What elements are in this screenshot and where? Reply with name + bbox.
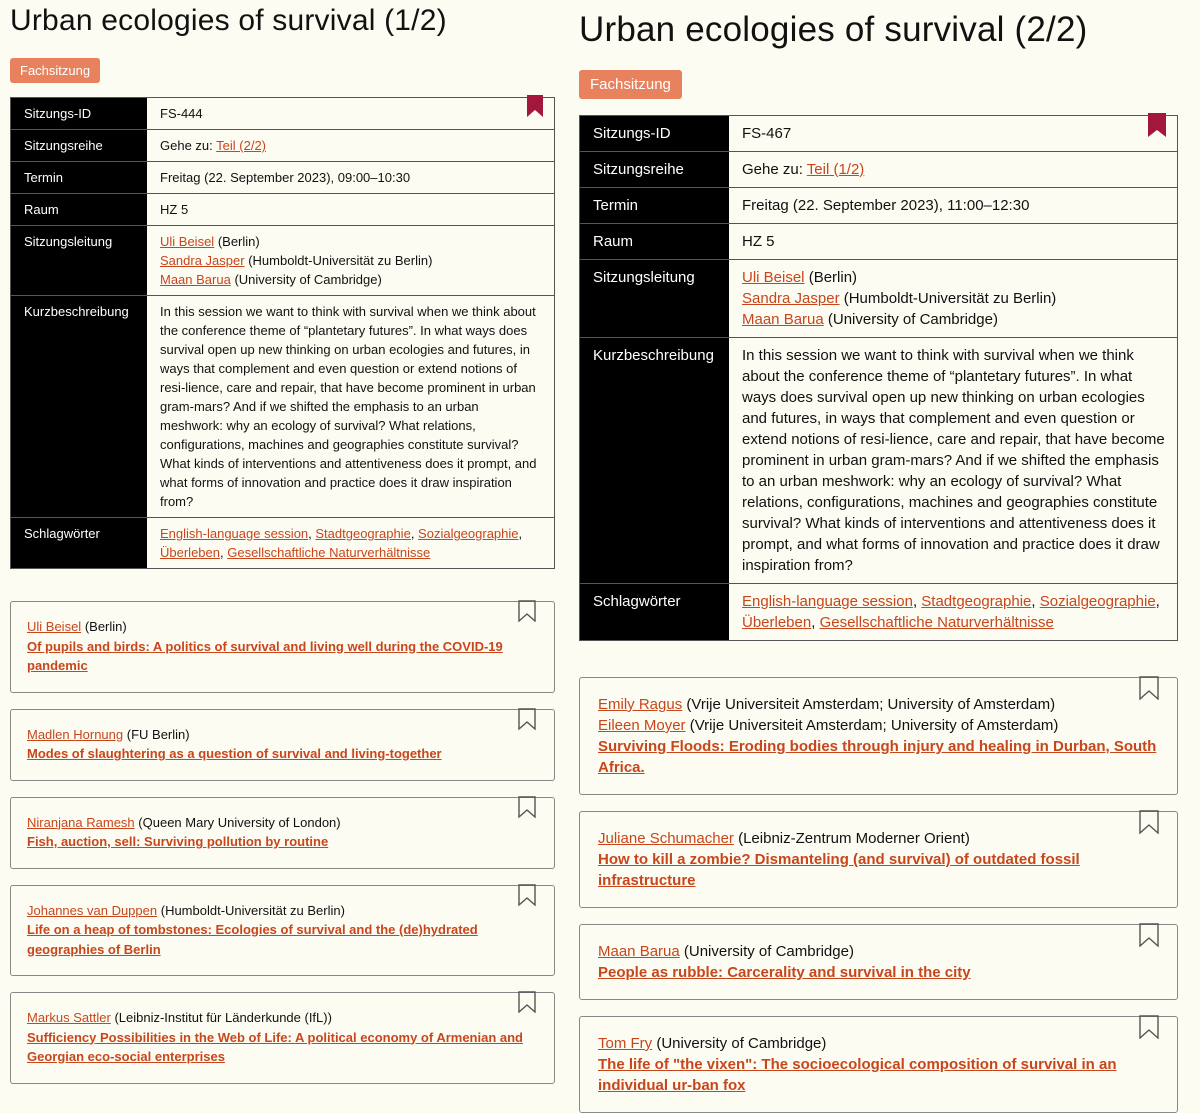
keyword-link[interactable]: Gesellschaftliche Naturverhältnisse	[227, 545, 431, 560]
paper-title-link[interactable]: Fish, auction, sell: Surviving pollution by routine	[27, 834, 329, 849]
label-chairs: Sitzungsleitung	[11, 226, 148, 296]
bookmark-outline-icon[interactable]	[518, 796, 536, 818]
bookmark-outline-icon[interactable]	[1139, 1015, 1159, 1039]
paper-author: Eileen Moyer (Vrije Universiteit Amsterdam; University of Amsterdam)	[598, 717, 1059, 734]
session-series-value: Gehe zu: Teil (1/2)	[729, 152, 1178, 188]
session-column-1	[10, 0, 555, 1084]
keyword-link[interactable]: Sozialgeographie	[418, 526, 519, 541]
chair-name-link[interactable]: Uli Beisel	[742, 269, 805, 286]
author-link[interactable]: Tom Fry	[598, 1035, 653, 1052]
bookmark-outline-icon[interactable]	[518, 708, 536, 730]
label-description: Kurzbeschreibung	[11, 296, 148, 518]
label-keywords: Schlagwörter	[11, 518, 148, 569]
paper-author: Maan Barua (University of Cambridge)	[598, 943, 854, 960]
chair-name-link[interactable]: Maan Barua	[742, 311, 824, 328]
bookmark-filled-icon[interactable]	[1148, 113, 1166, 137]
paper-card	[10, 709, 555, 781]
chair-entry: Maan Barua (University of Cambridge)	[160, 272, 382, 287]
series-part-link[interactable]: Teil (1/2)	[806, 161, 865, 178]
keyword-link[interactable]: Gesellschaftliche Naturverhältnisse	[819, 614, 1054, 631]
chair-entry: Uli Beisel (Berlin)	[742, 269, 858, 286]
bookmark-filled-icon[interactable]	[527, 95, 543, 117]
label-date: Termin	[11, 162, 148, 194]
date-value: Freitag (22. September 2023), 09:00–10:30	[147, 162, 555, 194]
session-id-value: FS-444	[147, 98, 555, 130]
keyword-link[interactable]: English-language session	[742, 593, 913, 610]
keyword-link[interactable]: Sozialgeographie	[1039, 593, 1156, 610]
paper-card	[579, 677, 1178, 795]
bookmark-outline-icon[interactable]	[1139, 810, 1159, 834]
paper-card	[10, 992, 555, 1084]
session-type-badge: Fachsitzung	[579, 70, 682, 99]
keyword-link[interactable]: English-language session	[160, 526, 309, 541]
chair-entry: Maan Barua (University of Cambridge)	[742, 311, 998, 328]
keywords-value: English-language session, Stadtgeographie, Sozialgeographie, Überleben, Gesellschaftliche Naturverhältnisse	[742, 593, 1160, 631]
paper-author: Madlen Hornung (FU Berlin)	[27, 726, 190, 742]
author-link[interactable]: Emily Ragus	[598, 696, 683, 713]
chair-name-link[interactable]: Uli Beisel	[160, 234, 215, 249]
chair-entry: Sandra Jasper (Humboldt-Universität zu Berlin)	[742, 290, 1057, 307]
paper-card	[10, 885, 555, 977]
chairs-value	[729, 260, 1178, 338]
label-chairs: Sitzungsleitung	[580, 260, 730, 338]
description-text: In this session we want to think with survival when we think about the conference theme of “plantetary futures”. In what ways does survival open up new thinking on urban ecologies and futures, in ways that complement and even question or extend notions of resi-lience, care and repair, that have become prominent in urban gram-mars? And if we shifted the emphasis to an urban meshwork: why an ecology of survival? What relations, configurations, machines and geographies constitute survival? What kinds of interventions and attentiveness does it prompt, and what forms of innovation and practice does it draw inspiration from?	[729, 338, 1178, 584]
paper-title-link[interactable]: The life of "the vixen": The socioecological composition of survival in an individual ur-ban fox	[598, 1056, 1117, 1094]
paper-title-link[interactable]: People as rubble: Carcerality and survival in the city	[598, 964, 971, 981]
room-value: HZ 5	[729, 224, 1178, 260]
keyword-link[interactable]: Stadtgeographie	[315, 526, 411, 541]
author-link[interactable]: Niranjana Ramesh	[27, 814, 135, 830]
paper-author: Emily Ragus (Vrije Universiteit Amsterdam; University of Amsterdam)	[598, 696, 1056, 713]
paper-title-link[interactable]: Surviving Floods: Eroding bodies through injury and healing in Durban, South Africa.	[598, 738, 1157, 776]
paper-title-link[interactable]: Of pupils and birds: A politics of survival and living well during the COVID-19 pandemic	[27, 638, 503, 673]
label-date: Termin	[580, 188, 730, 224]
session-title: Urban ecologies of survival (1/2)	[10, 4, 447, 37]
author-link[interactable]: Markus Sattler	[27, 1010, 111, 1025]
label-session-series: Sitzungsreihe	[580, 152, 730, 188]
paper-author: Uli Beisel (Berlin)	[27, 619, 127, 634]
paper-title-link[interactable]: Modes of slaughtering as a question of survival and living-together	[27, 746, 442, 761]
author-link[interactable]: Uli Beisel	[27, 619, 82, 634]
bookmark-outline-icon[interactable]	[1139, 676, 1159, 700]
paper-card	[10, 601, 555, 693]
session-series-value: Gehe zu: Teil (2/2)	[147, 130, 555, 162]
label-keywords: Schlagwörter	[580, 584, 730, 641]
paper-author: Tom Fry (University of Cambridge)	[598, 1035, 827, 1052]
room-value: HZ 5	[147, 194, 555, 226]
paper-card	[10, 797, 555, 869]
session-info-table	[579, 115, 1178, 641]
session-info-table	[10, 97, 555, 569]
label-room: Raum	[580, 224, 730, 260]
paper-author: Johannes van Duppen (Humboldt-Universität zu Berlin)	[27, 902, 345, 918]
keyword-link[interactable]: Überleben	[742, 614, 812, 631]
keyword-link[interactable]: Überleben	[160, 545, 220, 560]
description-text: In this session we want to think with survival when we think about the conference theme of “plantetary futures”. In what ways does survival open up new thinking on urban ecologies and futures, in ways that complement and even question or extend notions of resi-lience, care and repair, that have become prominent in urban gram-mars? And if we shifted the emphasis to an urban meshwork: why an ecology of survival? What relations, configurations, machines and geographies constitute survival? What kinds of interventions and attentiveness does it prompt, and what forms of innovation and practice does it draw inspiration from?	[147, 296, 555, 518]
session-id-value: FS-467	[729, 116, 1178, 152]
paper-author: Juliane Schumacher (Leibniz-Zentrum Moderner Orient)	[598, 830, 970, 847]
author-link[interactable]: Juliane Schumacher	[598, 830, 734, 847]
chair-entry: Sandra Jasper (Humboldt-Universität zu Berlin)	[160, 253, 433, 268]
paper-title-link[interactable]: Life on a heap of tombstones: Ecologies of survival and the (de)hydrated geographies of Berlin	[27, 922, 478, 957]
paper-card	[579, 811, 1178, 908]
chair-name-link[interactable]: Sandra Jasper	[742, 290, 840, 307]
session-title: Urban ecologies of survival (2/2)	[579, 10, 1088, 49]
chair-name-link[interactable]: Sandra Jasper	[160, 253, 245, 268]
label-session-id: Sitzungs-ID	[580, 116, 730, 152]
label-room: Raum	[11, 194, 148, 226]
keyword-link[interactable]: Stadtgeographie	[921, 593, 1032, 610]
author-link[interactable]: Madlen Hornung	[27, 726, 124, 742]
author-link[interactable]: Maan Barua	[598, 943, 680, 960]
label-session-id: Sitzungs-ID	[11, 98, 148, 130]
paper-card	[579, 1016, 1178, 1113]
paper-title-link[interactable]: Sufficiency Possibilities in the Web of Life: A political economy of Armenian and Georgian eco-social enterprises	[27, 1029, 523, 1064]
author-link[interactable]: Eileen Moyer	[598, 717, 686, 734]
paper-title-link[interactable]: How to kill a zombie? Dismanteling (and survival) of outdated fossil infrastructure	[598, 851, 1080, 889]
session-column-2	[579, 0, 1178, 1113]
label-description: Kurzbeschreibung	[580, 338, 730, 584]
chair-entry: Uli Beisel (Berlin)	[160, 234, 260, 249]
series-part-link[interactable]: Teil (2/2)	[216, 138, 267, 153]
date-value: Freitag (22. September 2023), 11:00–12:30	[729, 188, 1178, 224]
label-session-series: Sitzungsreihe	[11, 130, 148, 162]
author-link[interactable]: Johannes van Duppen	[27, 902, 158, 918]
bookmark-outline-icon[interactable]	[1139, 923, 1159, 947]
chairs-value	[147, 226, 555, 296]
bookmark-outline-icon[interactable]	[518, 884, 536, 906]
keywords-value: English-language session, Stadtgeographie, Sozialgeographie, Überleben, Gesellschaftliche Naturverhältnisse	[160, 526, 523, 560]
paper-card	[579, 924, 1178, 1000]
paper-author: Markus Sattler (Leibniz-Institut für Länderkunde (IfL))	[27, 1010, 332, 1025]
paper-author: Niranjana Ramesh (Queen Mary University of London)	[27, 814, 341, 830]
chair-name-link[interactable]: Maan Barua	[160, 272, 231, 287]
session-type-badge: Fachsitzung	[10, 58, 100, 83]
bookmark-outline-icon[interactable]	[518, 600, 536, 622]
bookmark-outline-icon[interactable]	[518, 991, 536, 1013]
